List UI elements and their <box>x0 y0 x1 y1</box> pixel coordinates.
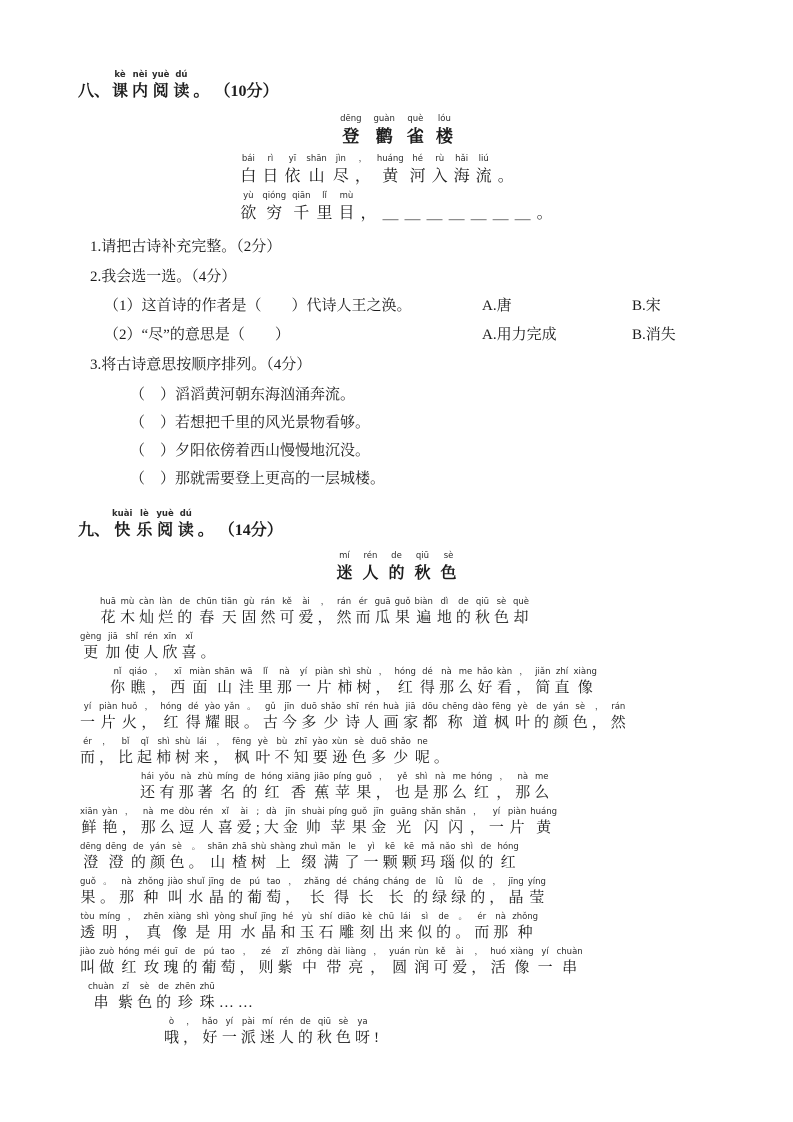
article-line: tòu 透 míng 明 ， ， zhēn 真 xiàng 像 shì 是 yòng 用 shuǐ 水 jīng 晶 hé 和 yù 玉 shí 石 diāo 雕 kè 刻 chū 出 lái 来 sì 似 de 的 。 。 ér 而 nà 那 zhǒng 种 <box>80 912 539 941</box>
answer-blank: ＿ <box>470 205 487 222</box>
section-9-header <box>78 509 715 541</box>
option-a: A.用力完成 <box>482 327 557 343</box>
article-line: hái 还 yǒu 有 nà 那 zhù 著 míng 名 de 的 hóng 红 xiāng 香 jiāo 蕉 píng 苹 guǒ 果 ， ， yě 也 shì 是 nà 那 me 么 hóng 红 ， ， nà 那 me 么 <box>140 772 550 801</box>
article-line: chuàn 串 zǐ 紫 sè 色 de 的 zhēn 珍 zhū 珠 … … <box>88 982 253 1011</box>
article-line: dēng 澄 dēng 澄 de 的 yán 颜 sè 色 。 。 shān 山 zhā 楂 shù 树 shàng 上 zhuì 缀 mǎn 满 le 了 yì 一 kē 颗 kē 颗 mǎ 玛 nǎo 瑙 shì 似 de 的 hóng 红 <box>80 842 519 871</box>
article-line: ér 而 ， ， bǐ 比 qǐ 起 shì 柿 shù 树 lái 来 ， ， fēng 枫 yè 叶 bù 不 zhī 知 yào 要 xùn 逊 sè 色 duō 多 shǎo 少 ne 呢 。 <box>80 737 449 766</box>
ordering-item: （ ）那就需要登上更高的一层城楼。 <box>130 471 386 487</box>
answer-blank: ＿ <box>404 205 421 222</box>
article-line: ò 哦 ， ， hǎo 好 yí 一 pài 派 mí 迷 rén 人 de 的 qiū 秋 sè 色 ya 呀 ! <box>164 1017 379 1046</box>
answer-blank: ＿ <box>448 205 465 222</box>
poem-line-2: yù 欲 qióng 穷 qiān 千 lǐ 里 mù 目 ， ＿ ＿ ＿ ＿ ＿ ＿ ＿ 。 <box>237 191 555 226</box>
section-8-points: （10分） <box>214 83 279 100</box>
ordering-item: （ ）夕阳依傍着西山慢慢地沉没。 <box>130 443 371 459</box>
option-b: B.消失 <box>632 327 676 343</box>
question-2: 2.我会选一选。（4分） <box>90 269 237 285</box>
answer-blank: ＿ <box>492 205 509 222</box>
article-line: jiào 叫 zuò 做 hóng 红 méi 玫 guī 瑰 de 的 pú 葡 tao 萄 ， ， zé 则 zǐ 紫 zhōng 中 dài 带 liàng 亮 ， ， yuán 圆 rùn 润 kě 可 ài 爱 ， ， huó 活 xiàng 像 yí 一 chuàn 串 <box>80 947 583 976</box>
article-title: mí 迷 rén 人 de 的 qiū 秋 sè 色 <box>336 551 457 582</box>
option-b: B.宋 <box>632 298 661 314</box>
article-line: yí 一 piàn 片 huǒ 火 ， ， hóng 红 dé 得 yào 耀 yǎn 眼 。 。 gǔ 古 jīn 今 duō 多 shǎo 少 shī 诗 rén 人 huà 画 jiā 家 dōu 都 chēng 称 dào 道 fēng 枫 yè 叶 de 的 yán 颜 sè 色 ， ， rán 然 <box>80 702 626 731</box>
question-text: （2）“尽”的意思是（ ） <box>104 327 290 343</box>
section-8-number: 八、 <box>78 83 111 100</box>
option-a: A.唐 <box>482 298 512 314</box>
article-line: xiān 鲜 yàn 艳 ， ， nà 那 me 么 dòu 逗 rén 人 xǐ 喜 ài 爱 ; ; dà 大 jīn 金 shuài 帅 píng 苹 guǒ 果 jīn 金 guāng 光 shǎn 闪 shǎn 闪 ， ， yí 一 piàn 片 huáng 黄 <box>80 807 558 836</box>
question-3: 3.将古诗意思按顺序排列。（4分） <box>90 357 312 373</box>
article-line: huā 花 mù 木 càn 灿 làn 烂 de 的 chūn 春 tiān 天 gù 固 rán 然 kě 可 ài 爱 ， ， rán 然 ér 而 guā 瓜 guǒ 果 biàn 遍 dì 地 de 的 qiū 秋 sè 色 què 却 <box>100 597 529 626</box>
poem-title: dēng 登 guàn 鹳 què 雀 lóu 楼 <box>340 114 453 146</box>
section-9-points: （14分） <box>218 522 283 539</box>
article-line: guǒ 果 。 。 nà 那 zhǒng 种 jiào 叫 shuǐ 水 jīng 晶 de 的 pú 葡 tao 萄 ， ， zhǎng 长 dé 得 cháng 长 cháng 长 de 的 lǜ 绿 lǜ 绿 de 的 ， ， jīng 晶 yíng 莹 <box>80 877 546 906</box>
answer-blank: ＿ <box>514 205 531 222</box>
question-text: （1）这首诗的作者是（ ）代诗人王之涣。 <box>104 298 412 314</box>
article-line: gèng 更 jiā 加 shǐ 使 rén 人 xīn 欣 xǐ 喜 。 <box>80 632 216 661</box>
choice-question-row <box>104 323 715 344</box>
question-1: 1.请把古诗补充完整。（2分） <box>90 239 282 255</box>
article-line: nǐ 你 qiáo 瞧 ， ， xī 西 miàn 面 shān 山 wā 洼 lǐ 里 nà 那 yí 一 piàn 片 shì 柿 shù 树 ， ， hóng 红 dé 得 nà 那 me 么 hǎo 好 kàn 看 ， ， jiǎn 简 zhí 直 xiàng 像 <box>110 667 597 696</box>
poem-line-1: bái 白 rì 日 yī 依 shān 山 jìn 尽 ， ， huáng 黄 hé 河 rù 入 hǎi 海 liú 流 。 <box>240 154 514 185</box>
ordering-item: （ ）若想把千里的风光景物看够。 <box>130 415 371 431</box>
question-2-choice-rows <box>78 294 715 344</box>
answer-blank: ＿ <box>426 205 443 222</box>
section-8 <box>78 70 715 493</box>
choice-question-row <box>104 294 715 315</box>
answer-blank: ＿ <box>382 205 399 222</box>
ordering-item: （ ）滔滔黄河朝东海汹涌奔流。 <box>130 387 356 403</box>
section-8-header <box>78 70 715 102</box>
article-body <box>78 597 715 1049</box>
poem <box>237 114 555 226</box>
section-9 <box>78 509 715 1049</box>
section-9-title: kuài 快 lè 乐 yuè 阅 dú 读 。 <box>112 509 214 539</box>
question-3-ordering-items <box>78 381 715 493</box>
section-9-number: 九、 <box>78 522 111 539</box>
section-8-title: kè 课 nèi 内 yuè 阅 dú 读 。 <box>112 70 210 100</box>
